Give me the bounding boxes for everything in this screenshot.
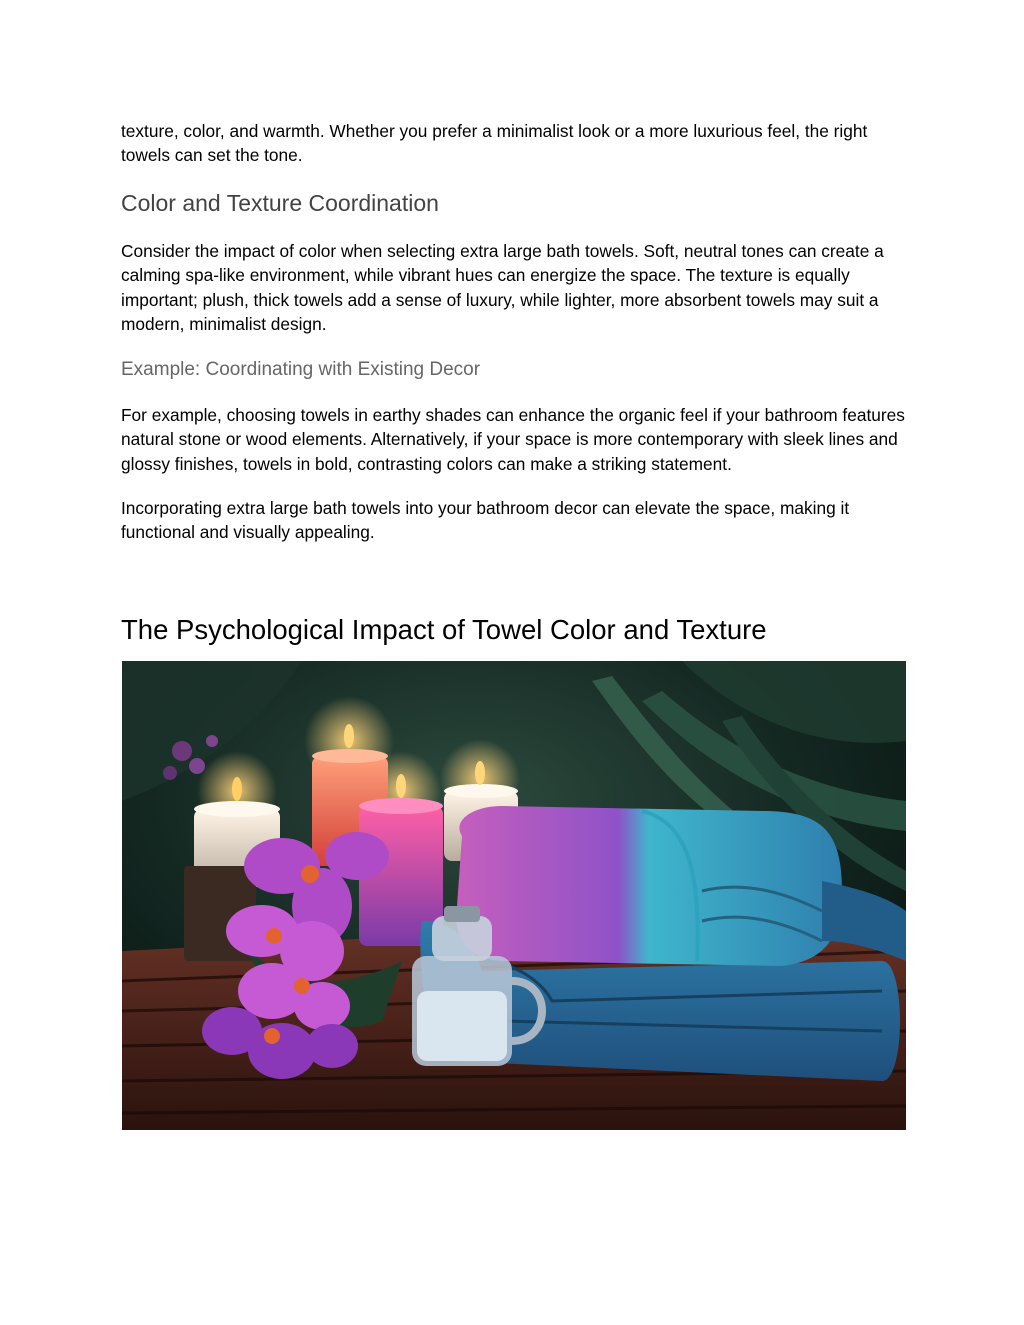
section-heading: Color and Texture Coordination: [121, 190, 439, 216]
main-heading: The Psychological Impact of Towel Color and Texture: [121, 614, 767, 645]
spa-towels-illustration: [122, 661, 906, 1130]
intro-paragraph: texture, color, and warmth. Whether you prefer a minimalist look or a more luxurious feel, the right towels can set the tone.: [121, 121, 868, 166]
example-heading: Example: Coordinating with Existing Decor: [121, 359, 481, 380]
example-paragraph: For example, choosing towels in earthy shades can enhance the organic feel if your bathroom features natural stone or wood elements. Alternatively, if your space is more contemporary with sleek lines and glossy finishes, towels in bold, contrasting colors can make a striking statement.: [121, 405, 905, 474]
section-paragraph: Consider the impact of color when selecting extra large bath towels. Soft, neutral tones can create a calming spa-like environment, while vibrant hues can energize the space. The texture is equally important; plush, thick towels add a sense of luxury, while lighter, more absorbent towels may suit a modern, minimalist design.: [121, 241, 884, 335]
closing-paragraph: Incorporating extra large bath towels into your bathroom decor can elevate the space, making it functional and visually appealing.: [121, 498, 850, 543]
spa-towels-image: [122, 661, 906, 1130]
